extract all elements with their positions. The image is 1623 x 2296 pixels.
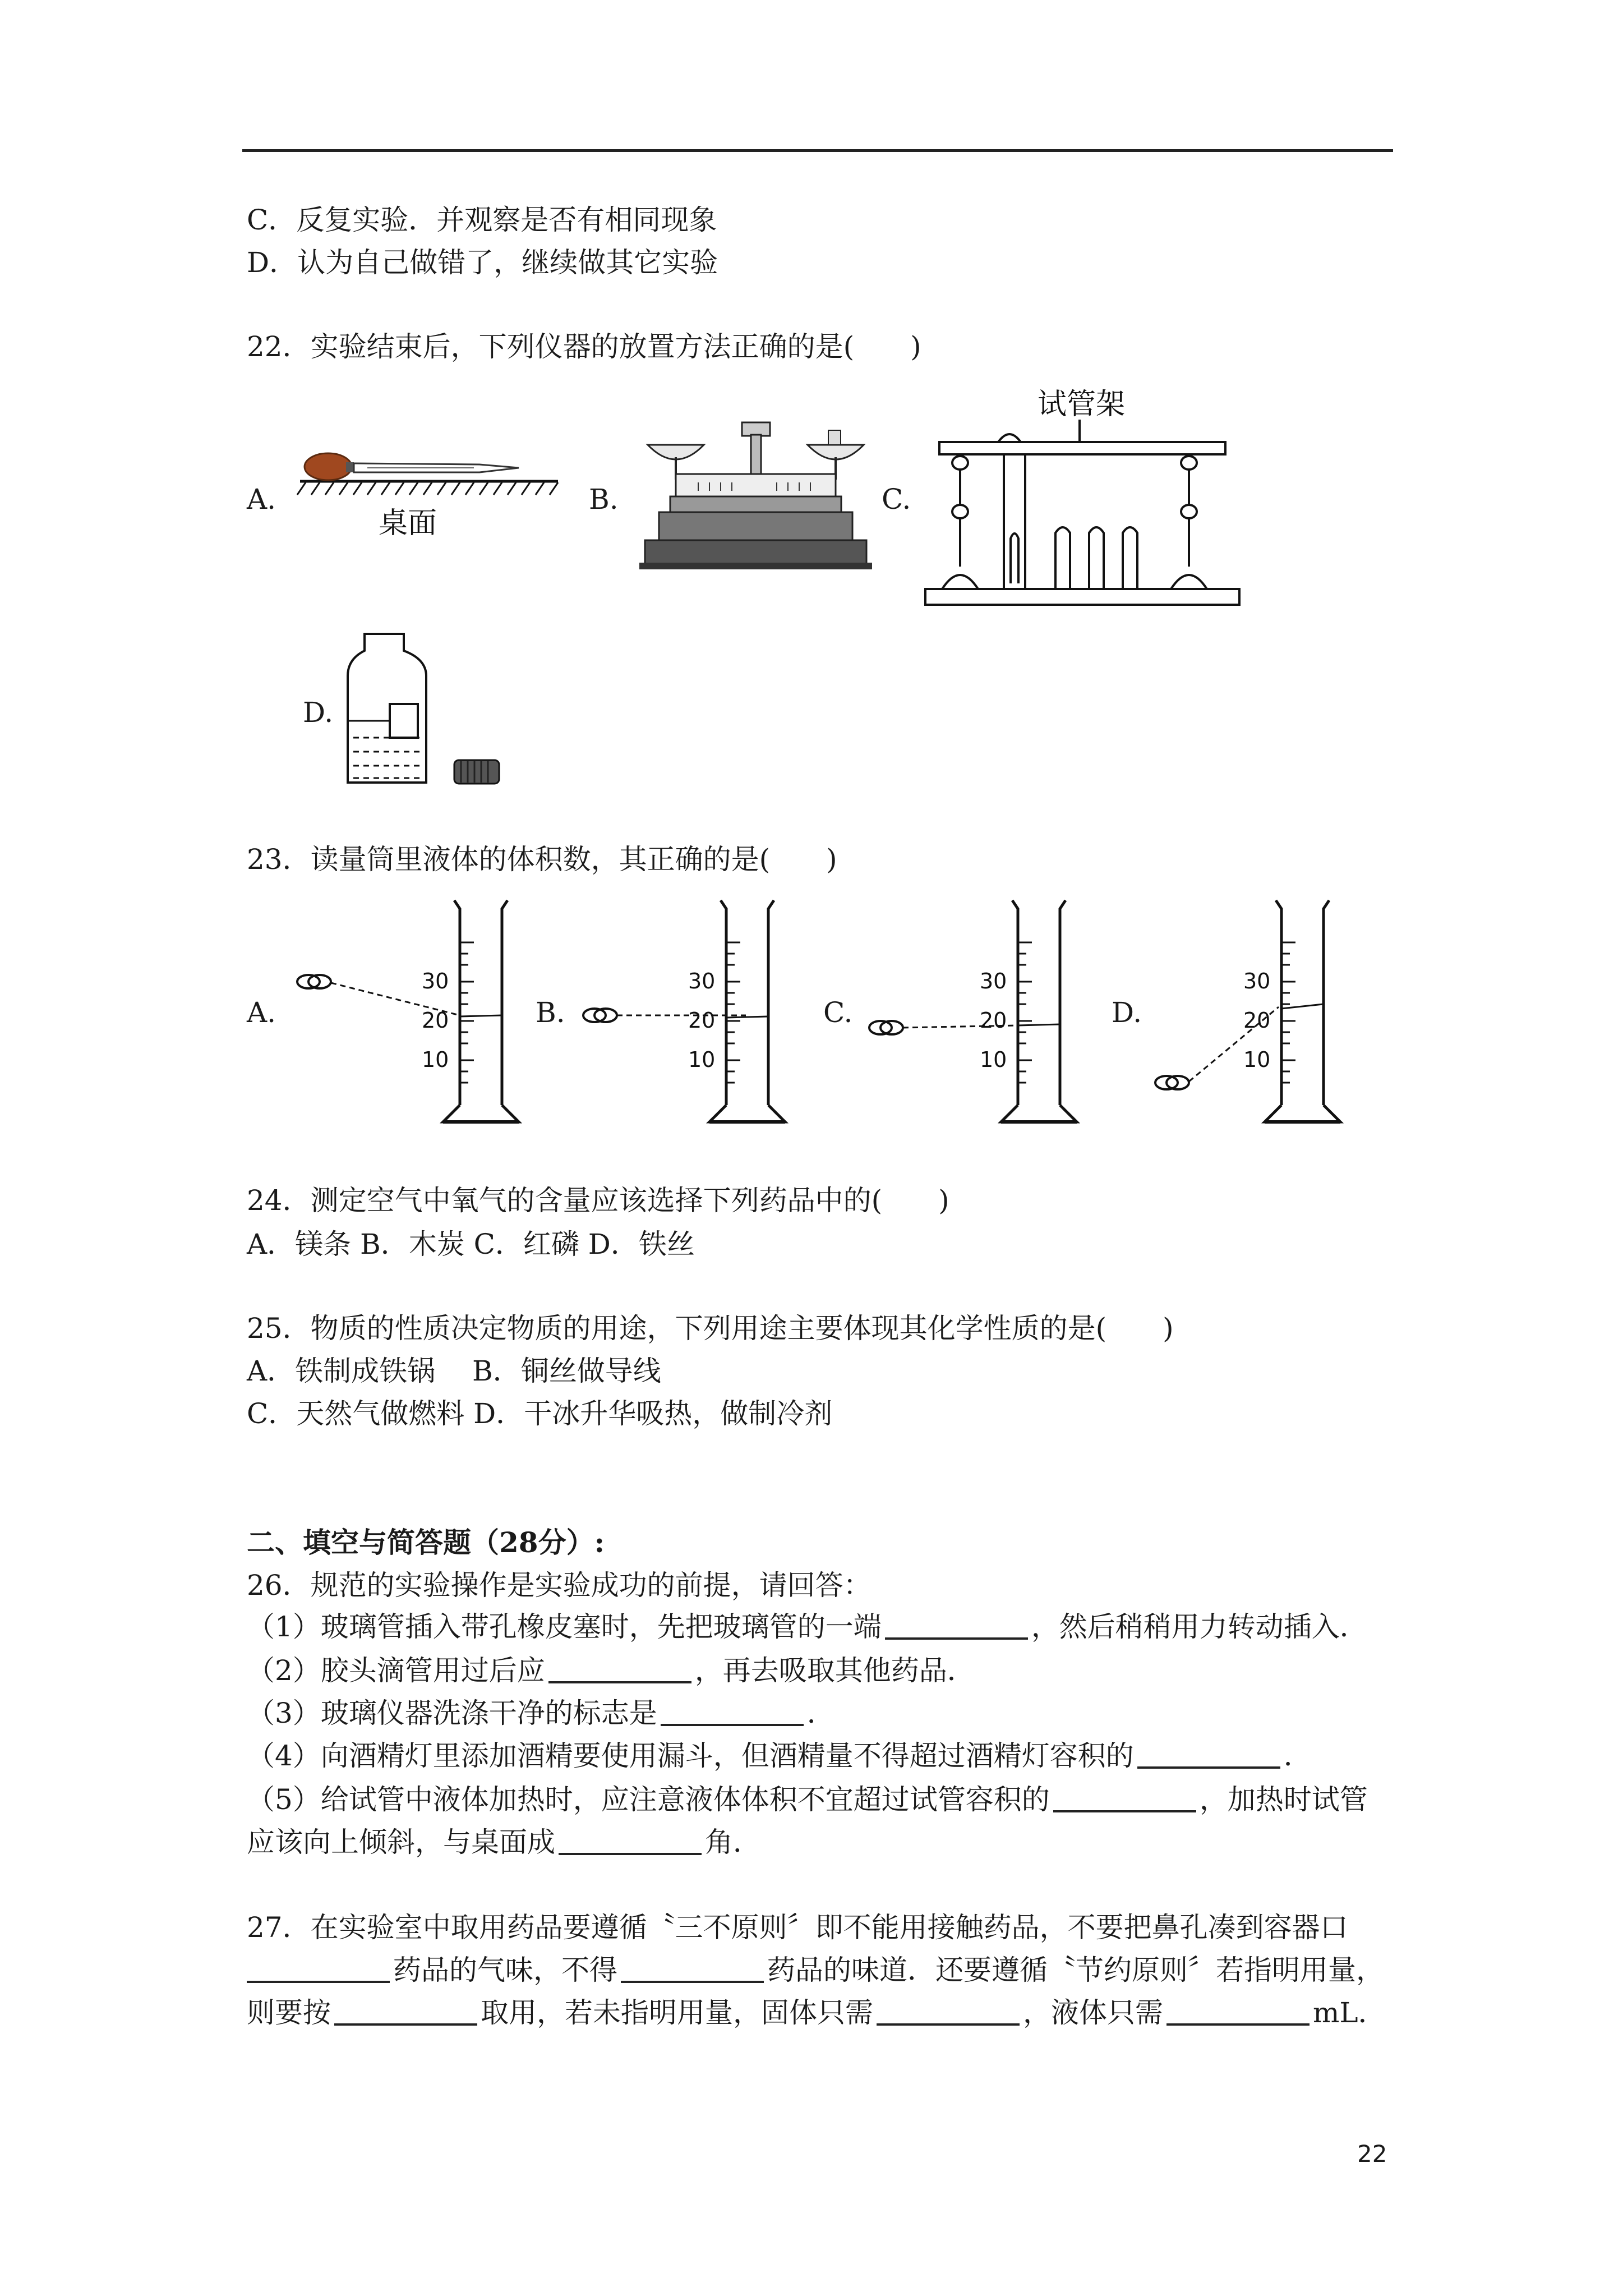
q23-figure-a-cylinder — [292, 898, 527, 1133]
q22-figure-b-balance — [637, 418, 878, 572]
svg-text:10: 10 — [422, 1047, 449, 1072]
answer-blank[interactable] — [548, 1655, 691, 1683]
svg-text:30: 30 — [980, 969, 1007, 993]
answer-blank[interactable] — [621, 1955, 764, 1983]
answer-blank[interactable] — [334, 1998, 477, 2026]
q23-figure-c-cylinder — [864, 898, 1099, 1133]
svg-text:30: 30 — [1243, 969, 1271, 993]
q22-figure-d-reagent-bottle — [342, 631, 510, 788]
section-2-title: 二、填空与简答题（28分）: — [247, 1526, 605, 1559]
svg-text:10: 10 — [980, 1047, 1007, 1072]
q27-line3: 则要按 取用，若未指明用量，固体只需 ，液体只需 mL． — [247, 1996, 1386, 2029]
q26-part4: （4）向酒精灯里添加酒精要使用漏斗，但酒精量不得超过酒精灯容积的 ． — [247, 1740, 1312, 1772]
q23-figure-d-cylinder — [1150, 898, 1385, 1133]
q21-option-c: C．反复实验．并观察是否有相同现象 — [247, 204, 717, 236]
q26-part5-cont: 应该向上倾斜，与桌面成 角． — [247, 1826, 761, 1858]
q23-label-d: D. — [1112, 996, 1142, 1029]
q23-figure-b-cylinder — [578, 898, 813, 1133]
svg-text:20: 20 — [688, 1008, 716, 1033]
q22-label-c: C. — [882, 483, 911, 516]
q27-line2: 药品的气味，不得 药品的味道．还要遵循〝节约原则〞若指明用量， — [247, 1953, 1384, 1987]
eye-icon — [869, 1021, 903, 1034]
svg-text:30: 30 — [688, 969, 716, 993]
q22-figure-a-dropper — [294, 443, 564, 555]
answer-blank[interactable] — [1166, 1998, 1310, 2026]
q23-label-a: A. — [247, 996, 276, 1029]
q22-label-a: A. — [247, 483, 276, 516]
q25-options-cd: C．天然气做燃料 D．干冰升华吸热，做制冷剂 — [247, 1397, 833, 1430]
svg-text:10: 10 — [1243, 1047, 1271, 1072]
q27-line1: 27．在实验室中取用药品要遵循〝三不原则〞即不能用接触药品，不要把鼻孔凑到容器口 — [247, 1911, 1348, 1944]
svg-text:20: 20 — [980, 1008, 1007, 1033]
q26-part1: （1）玻璃管插入带孔橡皮塞时，先把玻璃管的一端 ，然后稍稍用力转动插入． — [247, 1611, 1368, 1643]
page-number: 22 — [1357, 2140, 1387, 2168]
q21-option-d: D．认为自己做错了，继续做其它实验 — [247, 246, 718, 279]
q24-stem: 24．测定空气中氧气的含量应该选择下列药品中的( ) — [247, 1184, 949, 1217]
eye-icon — [583, 1009, 617, 1022]
q23-label-c: C. — [823, 996, 853, 1029]
q22-label-b: B. — [589, 483, 619, 516]
q22-label-d: D. — [303, 696, 334, 729]
answer-blank[interactable] — [1053, 1784, 1196, 1812]
q25-options-ab: A．铁制成铁锅 B．铜丝做导线 — [247, 1355, 661, 1387]
q23-stem: 23．读量筒里液体的体积数，其正确的是( ) — [247, 843, 837, 876]
answer-blank[interactable] — [661, 1698, 804, 1726]
q26-stem: 26．规范的实验操作是实验成功的前提，请回答： — [247, 1569, 872, 1602]
svg-text:30: 30 — [422, 969, 449, 993]
q25-stem: 25．物质的性质决定物质的用途，下列用途主要体现其化学性质的是( ) — [247, 1312, 1174, 1345]
q26-part5: （5）给试管中液体加热时，应注意液体体积不宜超过试管容积的 ，加热时试管 — [247, 1783, 1368, 1816]
q22-figure-c-test-tube-rack — [925, 381, 1239, 611]
answer-blank[interactable] — [1137, 1741, 1280, 1769]
answer-blank[interactable] — [885, 1612, 1028, 1640]
q22-figure-c-label: 试管架 — [1038, 388, 1126, 421]
answer-blank[interactable] — [877, 1998, 1020, 2026]
q26-part3: （3）玻璃仪器洗涤干净的标志是 ． — [247, 1697, 835, 1729]
q22-stem: 22．实验结束后，下列仪器的放置方法正确的是( ) — [247, 330, 921, 363]
answer-blank[interactable] — [247, 1955, 390, 1983]
answer-blank[interactable] — [559, 1827, 702, 1855]
eye-icon — [297, 975, 331, 988]
q23-label-b: B. — [536, 996, 565, 1029]
svg-text:10: 10 — [688, 1047, 716, 1072]
svg-text:20: 20 — [422, 1008, 449, 1033]
q26-part2: （2）胶头滴管用过后应 ，再去吸取其他药品． — [247, 1654, 975, 1687]
q24-options: A．镁条 B．木炭 C．红磷 D．铁丝 — [247, 1228, 695, 1260]
header-rule — [242, 149, 1393, 152]
svg-text:20: 20 — [1243, 1008, 1271, 1033]
q22-figure-a-label: 桌面 — [379, 507, 437, 540]
eye-icon — [1155, 1076, 1189, 1089]
